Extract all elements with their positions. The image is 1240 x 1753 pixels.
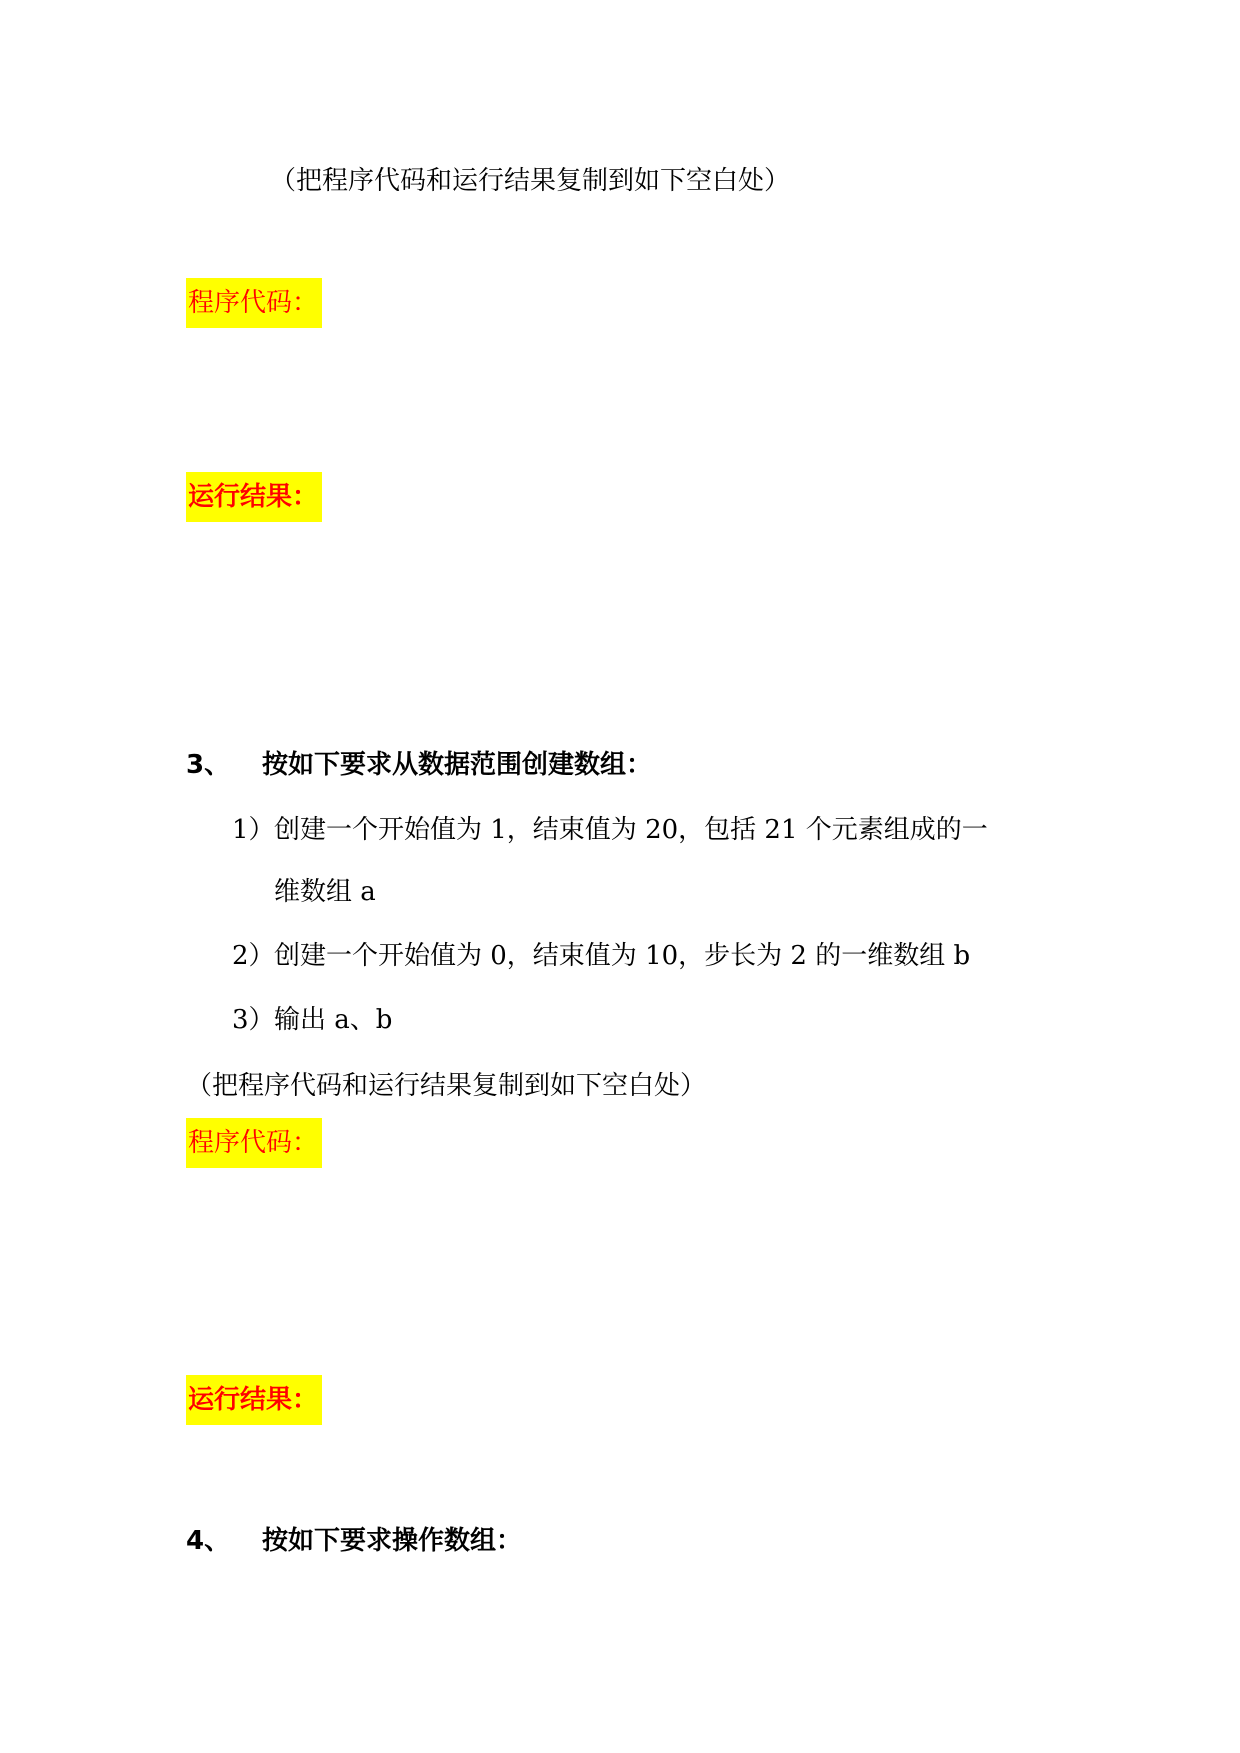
- code-label: 程序代码：: [186, 1118, 322, 1168]
- result-label: 运行结果：: [186, 472, 322, 522]
- list-item: [232, 1003, 392, 1037]
- list-item-continuation: 维数组 a: [274, 877, 376, 907]
- section-title: 按如下要求操作数组：: [262, 1526, 523, 1556]
- list-item: [232, 813, 988, 847]
- list-item-index: 2）: [232, 941, 275, 971]
- section-number: 3、: [186, 750, 231, 780]
- section-3-heading: [186, 748, 652, 782]
- list-item-index: 1）: [232, 815, 275, 845]
- list-item-text: 输出 a、b: [274, 1005, 393, 1035]
- list-item-text: 创建一个开始值为 0，结束值为 10，步长为 2 的一维数组 b: [274, 941, 971, 971]
- list-item-index: 3）: [232, 1005, 275, 1035]
- section-title: 按如下要求从数据范围创建数组：: [262, 750, 653, 780]
- instruction-text: （把程序代码和运行结果复制到如下空白处）: [186, 1071, 707, 1101]
- section-number: 4、: [186, 1526, 231, 1556]
- list-item-text: 创建一个开始值为 1，结束值为 20，包括 21 个元素组成的一: [274, 815, 988, 845]
- list-item: [232, 939, 970, 973]
- instruction-text: （把程序代码和运行结果复制到如下空白处）: [270, 166, 791, 196]
- result-label: 运行结果：: [186, 1375, 322, 1425]
- code-label: 程序代码：: [186, 278, 322, 328]
- section-4-heading: [186, 1524, 522, 1558]
